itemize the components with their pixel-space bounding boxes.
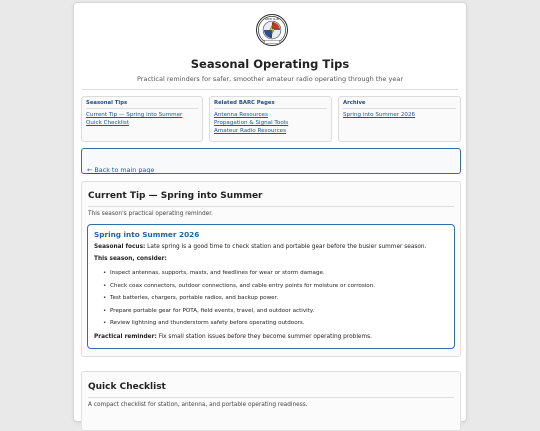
list-item: • Inspect antennas, supports, masts, and feedlines for wear or storm damage. (104, 267, 448, 280)
practical-reminder-text: Fix small station issues before they become summer operating problems. (156, 333, 373, 340)
list-item: • Review lightning and thunderstorm safety before operating outdoors. (104, 317, 448, 330)
nav-link-quick-checklist[interactable]: Quick Checklist (86, 120, 130, 126)
page-container (73, 2, 467, 422)
club-seal-lightning-icon (256, 14, 288, 46)
section-divider (88, 397, 454, 398)
seasonal-focus-label: Seasonal focus: (94, 244, 146, 250)
nav-link-current-tip[interactable]: Current Tip — Spring into Summer (86, 112, 183, 118)
current-tip-description: This season's practical operating reminder. (88, 211, 213, 217)
nav-link-radio-resources[interactable]: Amateur Radio Resources (214, 128, 287, 134)
header-divider (82, 89, 458, 90)
consider-paragraph (94, 255, 448, 263)
list-item: • Prepare portable gear for POTA, field events, travel, and outdoor activity. (104, 305, 448, 318)
page-subtitle: Practical reminders for safer, smoother amateur radio operating through the year (137, 75, 403, 83)
section-divider (88, 206, 454, 207)
nav-link-propagation-tools[interactable]: Propagation & Signal Tools (214, 120, 289, 126)
seasonal-focus-paragraph (94, 243, 448, 251)
back-link-box (81, 148, 461, 174)
quick-checklist-section (81, 371, 461, 431)
nav-heading-archive: Archive (343, 100, 456, 109)
nav-box-seasonal-tips (81, 96, 203, 142)
back-to-main-link[interactable]: ← Back to main page (87, 166, 155, 174)
page-title: Seasonal Operating Tips (190, 57, 350, 71)
tip-card-title: Spring into Summer 2026 (94, 230, 200, 239)
consider-list (104, 267, 448, 330)
quick-checklist-description: A compact checklist for station, antenna, and portable operating readiness. (88, 402, 308, 408)
svg-text:RADIO CLUB: RADIO CLUB (265, 17, 279, 21)
nav-heading-seasonal: Seasonal Tips (86, 100, 198, 109)
current-tip-heading: Current Tip — Spring into Summer (88, 191, 263, 201)
current-tip-section (81, 181, 461, 357)
nav-heading-related: Related BARC Pages (214, 100, 327, 109)
nav-box-related-pages (209, 96, 332, 142)
nav-box-archive (338, 96, 461, 142)
consider-label: This season, consider: (94, 256, 167, 262)
list-item: • Check coax connectors, outdoor connections, and cable entry points for moisture or corrosion. (104, 280, 448, 293)
practical-reminder-label: Practical reminder: (94, 333, 157, 340)
seasonal-focus-text: Late spring is a good time to check station and portable gear before the busier summer season. (145, 244, 427, 250)
tip-card (87, 224, 455, 349)
nav-link-archive-2026[interactable]: Spring into Summer 2026 (343, 112, 416, 118)
quick-checklist-heading: Quick Checklist (88, 382, 166, 392)
practical-reminder-paragraph (94, 333, 448, 341)
list-item: • Test batteries, chargers, portable radios, and backup power. (104, 292, 448, 305)
nav-link-antenna-resources[interactable]: Antenna Resources (214, 112, 268, 118)
